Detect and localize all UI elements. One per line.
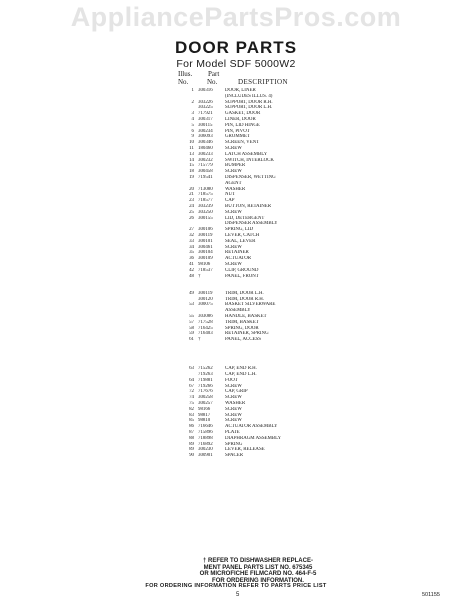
part-number: 300230 <box>198 447 213 453</box>
illus-number: 20 <box>189 186 194 192</box>
illus-number: 11 <box>189 145 194 151</box>
part-description: BASKET SILVERWARE <box>225 302 276 308</box>
part-number: 98166 <box>198 406 211 412</box>
illus-number: 55 <box>189 314 194 320</box>
part-number: 716892 <box>198 441 213 447</box>
part-description: CLIP, GROUND <box>225 267 259 273</box>
part-number: 300233 <box>198 151 213 157</box>
illus-number: 90 <box>189 453 194 459</box>
part-number: 303250 <box>198 209 213 215</box>
part-description: LID, DETERGENT <box>225 215 265 221</box>
part-description: TRIM, DOOR R.H. <box>225 296 264 302</box>
part-number: 300109 <box>198 256 213 262</box>
illus-number: 19 <box>189 174 194 180</box>
part-number: 300115 <box>198 122 213 128</box>
part-description: SCREW <box>225 406 242 412</box>
part-number: 716646 <box>198 424 213 430</box>
header-description: DESCRIPTION <box>238 78 288 86</box>
part-description: SCREW <box>225 418 242 424</box>
part-description: LEVER, RELEASE <box>225 447 265 453</box>
part-description: BUMPER <box>225 163 246 169</box>
part-number: 718898 <box>198 435 213 441</box>
part-number: 300120 <box>198 296 213 302</box>
part-description: SPRING, LID <box>225 227 253 233</box>
part-number: 719541 <box>198 174 213 180</box>
part-description: SCREW <box>225 209 242 215</box>
illus-number: 5 <box>191 122 194 128</box>
illus-number: 34 <box>189 244 194 250</box>
part-number: 719881 <box>198 377 213 383</box>
part-number: 300317 <box>198 116 213 122</box>
part-description: CAP, END L.H. <box>225 372 257 378</box>
part-number: 300155 <box>198 215 213 221</box>
part-description: WASHER <box>225 186 246 192</box>
part-number: † <box>198 337 201 343</box>
part-description: AGENT <box>225 180 242 186</box>
illus-number: 89 <box>189 447 194 453</box>
part-number: 715896 <box>198 430 213 436</box>
header-no-illus: No. <box>178 78 189 86</box>
part-description: DOOR, LINER <box>225 88 256 93</box>
part-description: PANEL, FRONT <box>225 273 259 279</box>
part-number: 300234 <box>198 128 213 134</box>
part-description: SCREW <box>225 412 242 418</box>
illus-number: 2 <box>191 99 194 105</box>
part-description: SCREW <box>225 145 242 151</box>
part-number: 300119 <box>198 232 213 238</box>
illus-number: 53 <box>189 302 194 308</box>
part-description: SCREW <box>225 244 242 250</box>
part-description: (INCLUDES ILLUS. 4) <box>225 93 273 99</box>
part-description: SPRING, DOOR <box>225 325 259 331</box>
part-number: 713080 <box>198 186 213 192</box>
illus-number: 25 <box>189 209 194 215</box>
part-number: 716425 <box>198 325 213 331</box>
part-number: 300101 <box>198 238 213 244</box>
part-number: 98106 <box>198 261 211 267</box>
part-description: LEVER, CATCH <box>225 232 260 238</box>
illus-number: 49 <box>189 290 194 296</box>
part-description: SUPPORT, DOOR R.H. <box>225 99 273 105</box>
note-line: MENT PANEL PARTS LIST NO. 675345 <box>203 564 313 571</box>
illus-number: 41 <box>189 261 194 267</box>
part-description: LINER, DOOR <box>225 116 256 122</box>
illus-number: 6 <box>191 128 194 134</box>
part-description: SUPPORT, DOOR L.H. <box>225 105 273 111</box>
illus-number: 1 <box>191 88 194 93</box>
part-number: 300075 <box>198 302 213 308</box>
illus-number: 88 <box>189 435 194 441</box>
note-line: † REFER TO DISHWASHER REPLACE- <box>203 558 313 564</box>
part-description: SPACER <box>225 453 244 459</box>
illus-number: 4 <box>191 116 194 122</box>
part-description: HANDLE, BASKET <box>225 314 267 320</box>
part-description: ACTUATOR <box>225 256 251 262</box>
part-number: 300119 <box>198 290 213 296</box>
part-description: BUTTON, RETAINER <box>225 203 271 209</box>
part-number: 716403 <box>198 331 213 337</box>
part-description: PANEL, ACCESS <box>225 337 261 343</box>
illus-number: 74 <box>189 395 194 401</box>
ordering-footer: FOR ORDERING INFORMATION REFER TO PARTS PRICE LIST <box>145 583 327 589</box>
part-number: 300346 <box>198 140 213 146</box>
part-number: 717528 <box>198 319 213 325</box>
part-number: 300106 <box>198 227 213 233</box>
illus-number: 24 <box>189 203 194 209</box>
part-description: SWITCH, INTERLOCK <box>225 157 274 163</box>
illus-number: 35 <box>189 250 194 256</box>
part-description: DISPENSER, WETTING <box>225 174 276 180</box>
illus-number: 57 <box>189 319 194 325</box>
part-row <box>174 274 424 280</box>
illus-number: 33 <box>189 238 194 244</box>
parts-list <box>174 88 424 459</box>
illus-number: 18 <box>189 169 194 175</box>
part-number: 718575 <box>198 192 213 198</box>
part-description: TRIM, BASKET <box>225 319 259 325</box>
document-code: 501155 <box>422 592 440 598</box>
part-number: 300461 <box>198 244 213 250</box>
illus-number: 32 <box>189 232 194 238</box>
page-title: DOOR PARTS <box>174 38 298 57</box>
part-description: DIAPHRAGM ASSEMBLY <box>225 435 282 441</box>
part-number: 719263 <box>198 372 213 378</box>
part-number: 303239 <box>198 203 213 209</box>
page-number: 5 <box>236 592 240 598</box>
illus-number: 83 <box>189 412 194 418</box>
part-number: 300316 <box>198 88 213 93</box>
illus-number: 86 <box>189 424 194 430</box>
part-number: 303225 <box>198 105 213 111</box>
illus-number: 64 <box>189 377 194 383</box>
part-number: 98817 <box>198 412 211 418</box>
illus-number: 87 <box>189 430 194 436</box>
part-description: FOOT <box>225 377 238 383</box>
part-number: 303226 <box>198 99 213 105</box>
part-description: SPRING <box>225 441 243 447</box>
illus-number: 15 <box>189 163 194 169</box>
part-number: 306093 <box>198 134 213 140</box>
illus-number: 36 <box>189 256 194 262</box>
panel-reference-note <box>158 558 358 584</box>
illus-number: 9 <box>191 134 194 140</box>
illus-number: 27 <box>189 227 194 233</box>
illus-number: 13 <box>189 151 194 157</box>
part-description: DISPENSER ASSEMBLY <box>225 221 278 227</box>
header-part: Part <box>208 70 220 78</box>
header-no-part: No. <box>207 78 218 86</box>
part-description: SCREW <box>225 383 242 389</box>
part-description: SCREW <box>225 169 242 175</box>
illus-number: 14 <box>189 157 194 163</box>
illus-number: 61 <box>189 337 194 343</box>
part-description: RETAINER, SPRING <box>225 331 269 337</box>
illus-number: 67 <box>189 383 194 389</box>
part-number: 717921 <box>198 111 213 117</box>
illus-number: 42 <box>189 267 194 273</box>
part-number: 300257 <box>198 401 213 407</box>
part-number: 300458 <box>198 169 213 175</box>
illus-number: 58 <box>189 325 194 331</box>
part-description: ASSEMBLY <box>225 308 251 314</box>
part-description: LATCH ASSEMBLY <box>225 151 268 157</box>
part-number: 300104 <box>198 250 213 256</box>
illus-number: 89 <box>189 441 194 447</box>
watermark: AppliancePartsPros.com <box>70 2 402 32</box>
part-number: 715262 <box>198 366 213 372</box>
part-number: 719266 <box>198 383 213 389</box>
illus-number: 75 <box>189 401 194 407</box>
illus-number: 63 <box>189 366 194 372</box>
part-description: PIN, PIVOT <box>225 128 250 134</box>
illus-number: 48 <box>189 273 194 279</box>
illus-number: 59 <box>189 331 194 337</box>
illus-number: 21 <box>189 192 194 198</box>
part-description: SCREEN, VENT <box>225 140 260 146</box>
illus-number: 10 <box>189 140 194 146</box>
part-number: 718537 <box>198 267 213 273</box>
part-description: TRIM, DOOR L.H. <box>225 290 264 296</box>
illus-number: 23 <box>189 198 194 204</box>
illus-number: 26 <box>189 215 194 221</box>
part-description: CAP <box>225 198 235 204</box>
part-number: 98810 <box>198 418 211 424</box>
part-number: 300232 <box>198 157 213 163</box>
illus-number: 3 <box>191 111 194 117</box>
part-description: SEAL, LEVER <box>225 238 256 244</box>
part-description: SCREW <box>225 395 242 401</box>
note-line: OR MICROFICHE FILMCARD NO. 464-F-5 <box>199 571 317 578</box>
model-subtitle: For Model SDF 5000W2 <box>176 58 296 70</box>
illus-number: 85 <box>189 418 194 424</box>
part-description: CAP, END R.H. <box>225 366 257 372</box>
part-row <box>174 453 424 459</box>
part-description: GROMMET <box>225 134 250 140</box>
part-description: GASKET, DOOR <box>225 111 261 117</box>
part-number: 718577 <box>198 198 213 204</box>
part-row <box>174 337 424 343</box>
illus-number: 82 <box>189 406 194 412</box>
part-number: 300901 <box>198 453 213 459</box>
part-description: NUT <box>225 192 236 198</box>
note-line: FOR ORDERING INFORMATION. <box>212 577 304 584</box>
part-number: 715779 <box>198 163 213 169</box>
part-description: PLATE <box>225 430 240 436</box>
part-number: 303086 <box>198 314 213 320</box>
header-illus: Illus. <box>178 70 193 78</box>
part-description: SCREW <box>225 261 242 267</box>
part-description: CAP, GRIP <box>225 389 248 395</box>
part-description: PIN, LID HINGE <box>225 122 260 128</box>
part-description: ACTUATOR ASSEMBLY <box>225 424 278 430</box>
part-description: WASHER <box>225 401 246 407</box>
part-number: 717676 <box>198 389 213 395</box>
part-number: 180460 <box>198 145 213 151</box>
part-number: † <box>198 273 201 279</box>
part-description: RETAINER <box>225 250 249 256</box>
part-number: 300258 <box>198 395 213 401</box>
illus-number: 72 <box>189 389 194 395</box>
